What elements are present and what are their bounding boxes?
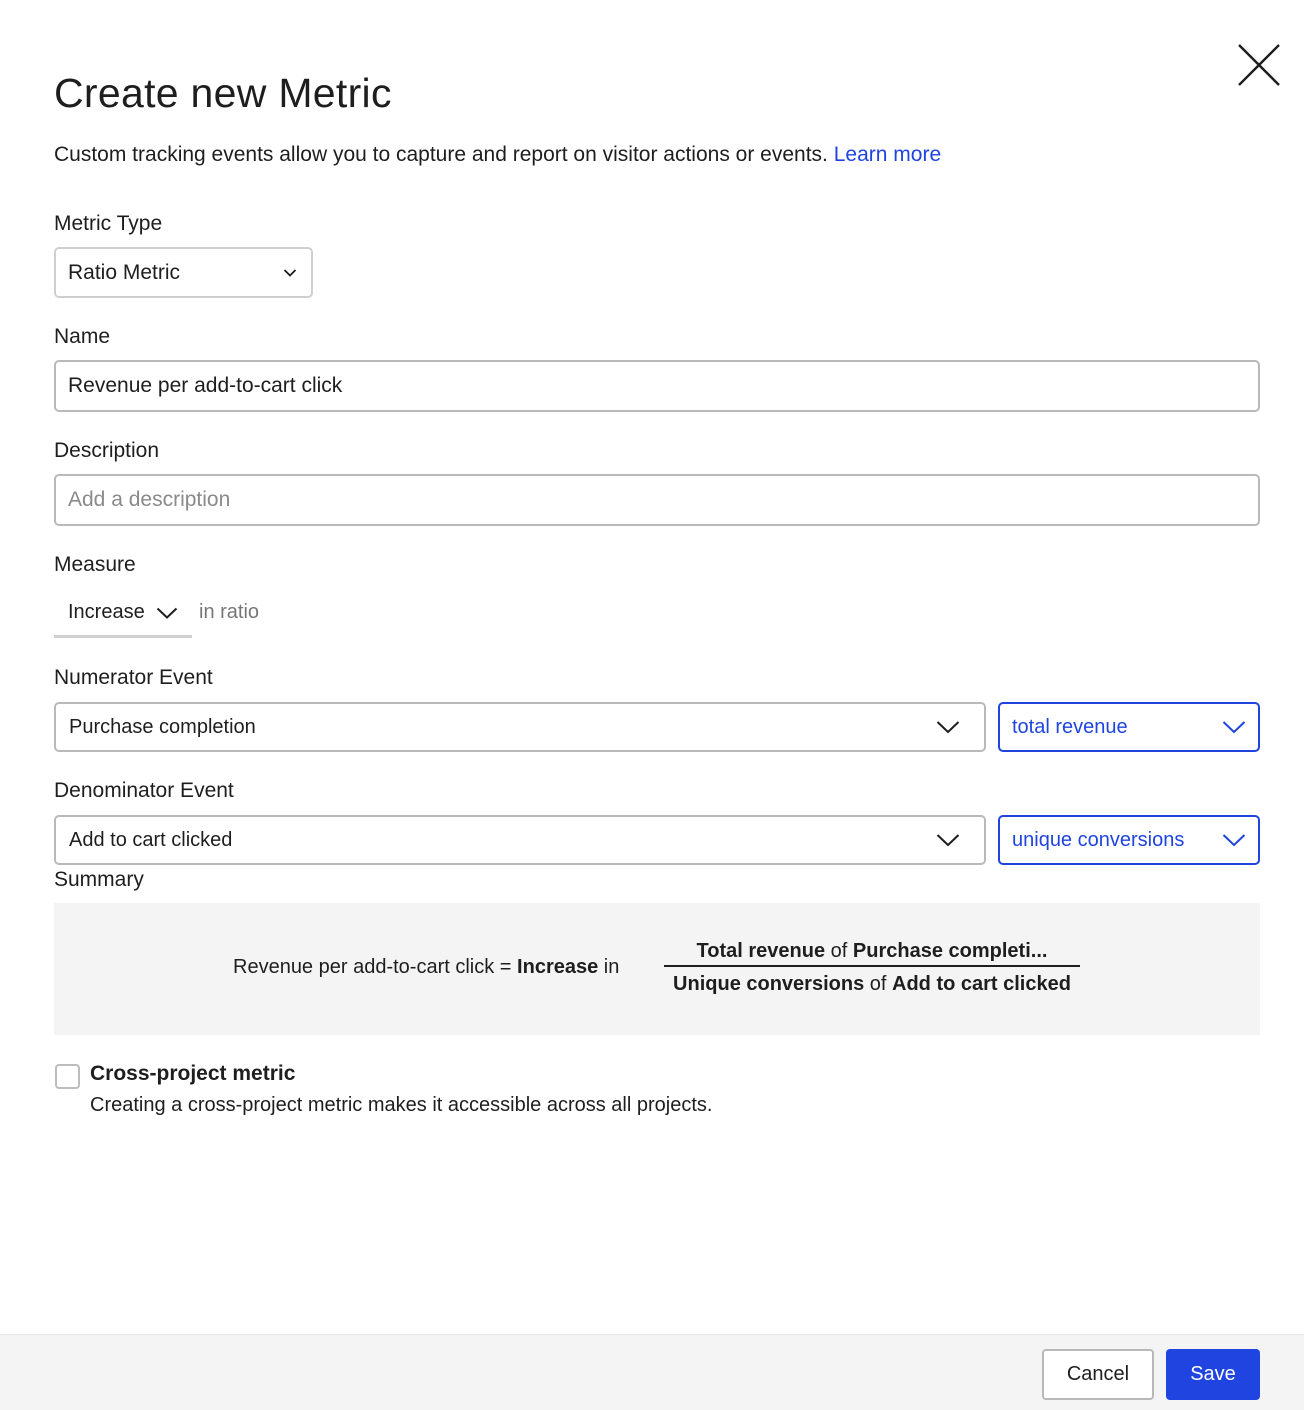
intro-text: Custom tracking events allow you to capture and report on visitor actions or events.: [54, 143, 828, 166]
summary-numerator-of: of: [830, 940, 848, 962]
summary-label: Summary: [54, 868, 144, 891]
summary-denominator-of: of: [869, 973, 887, 995]
summary-numerator: [664, 937, 1080, 967]
measure-suffix: in ratio: [199, 601, 260, 623]
summary-in: in: [603, 956, 620, 978]
metric-type-value: Ratio Metric: [68, 260, 181, 284]
learn-more-link[interactable]: Learn more: [833, 143, 942, 166]
description-label: Description: [54, 439, 160, 462]
metric-type-select[interactable]: [54, 247, 313, 298]
chevron-down-icon: [1222, 721, 1246, 734]
numerator-event-value: Purchase completion: [69, 715, 256, 738]
chevron-down-icon: [283, 268, 297, 277]
summary-denominator-event: Add to cart clicked: [892, 973, 1071, 995]
denominator-aggregation-value: unique conversions: [1012, 828, 1185, 851]
summary-numerator-agg: Total revenue: [696, 940, 826, 962]
cancel-button[interactable]: Cancel: [1042, 1349, 1154, 1400]
cross-project-label: Cross-project metric: [90, 1062, 296, 1085]
summary-expression: [233, 956, 619, 979]
summary-numerator-event: Purchase completi...: [852, 940, 1048, 962]
dialog-title: Create new Metric: [54, 70, 392, 116]
cross-project-checkbox[interactable]: [55, 1064, 80, 1089]
denominator-event-value: Add to cart clicked: [69, 828, 233, 851]
measure-direction-select[interactable]: [54, 590, 192, 638]
chevron-down-icon: [936, 721, 960, 734]
chevron-down-icon: [156, 607, 178, 619]
chevron-down-icon: [1222, 834, 1246, 847]
numerator-aggregation-value: total revenue: [1012, 715, 1128, 738]
chevron-down-icon: [936, 834, 960, 847]
denominator-event-select[interactable]: [54, 815, 986, 865]
cross-project-description: Creating a cross-project metric makes it accessible across all projects.: [90, 1094, 713, 1116]
description-input[interactable]: [54, 474, 1260, 526]
save-button[interactable]: Save: [1166, 1349, 1260, 1400]
numerator-label: Numerator Event: [54, 666, 213, 689]
metric-type-label: Metric Type: [54, 212, 163, 235]
denominator-aggregation-select[interactable]: [998, 815, 1260, 865]
measure-direction-value: Increase: [68, 601, 145, 623]
name-input[interactable]: [54, 360, 1260, 412]
summary-denominator: [664, 967, 1080, 999]
summary-fraction: [664, 937, 1080, 999]
summary-denominator-agg: Unique conversions: [673, 973, 865, 995]
close-button[interactable]: [1236, 42, 1282, 88]
name-label: Name: [54, 325, 111, 348]
summary-direction: Increase: [517, 956, 599, 978]
dialog-intro: [54, 143, 941, 167]
summary-metric-name: Revenue per add-to-cart click: [233, 956, 495, 978]
measure-label: Measure: [54, 553, 136, 576]
numerator-event-select[interactable]: [54, 702, 986, 752]
close-icon: [1236, 42, 1282, 88]
summary-equals: =: [499, 956, 512, 978]
denominator-label: Denominator Event: [54, 779, 234, 802]
numerator-aggregation-select[interactable]: [998, 702, 1260, 752]
